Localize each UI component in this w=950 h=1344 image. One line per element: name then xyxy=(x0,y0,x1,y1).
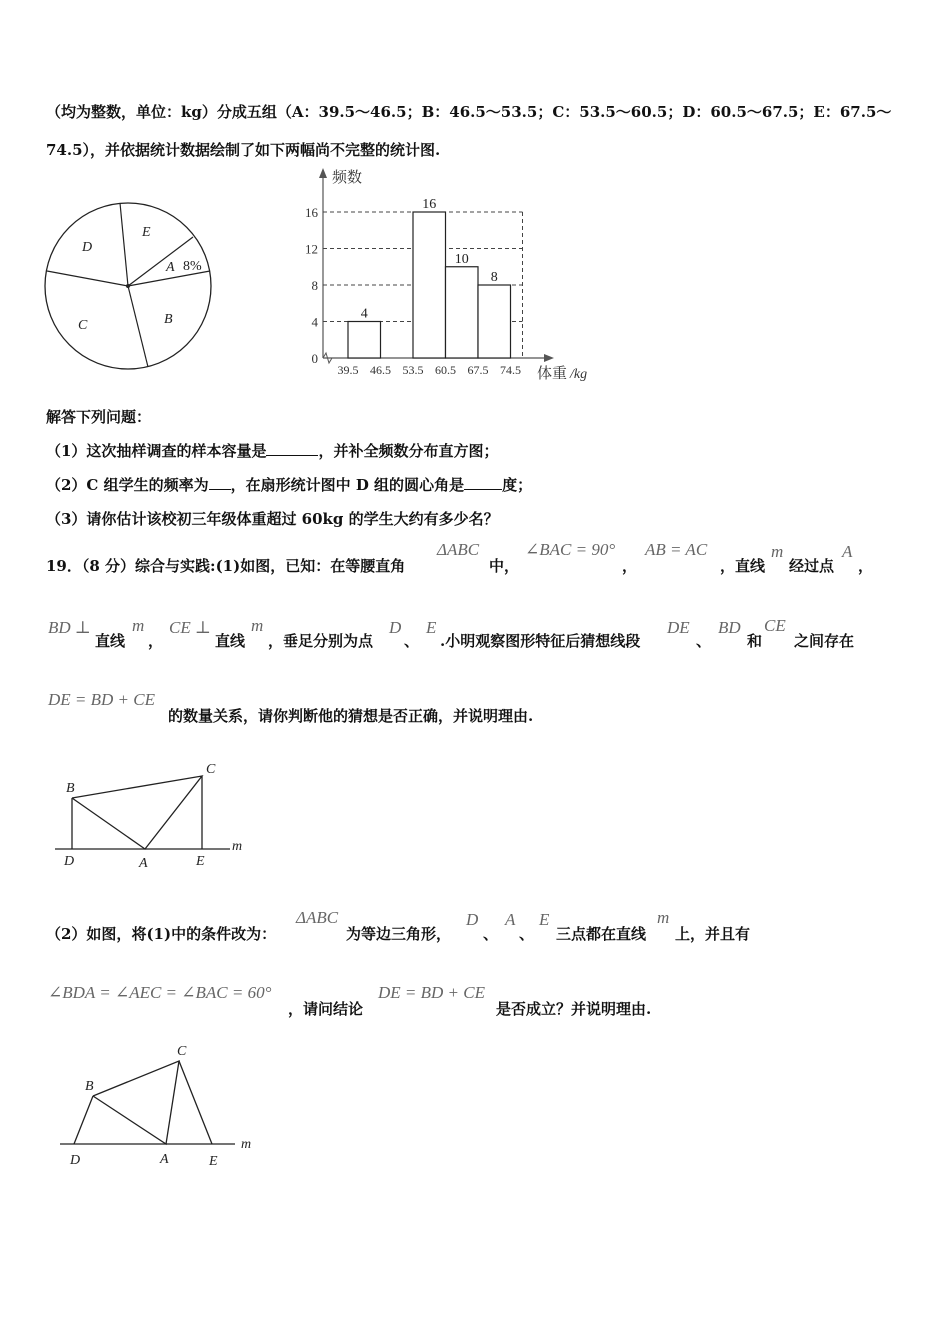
math-d: D xyxy=(389,618,402,637)
x-axis-arrow xyxy=(544,354,554,362)
math-bd: BD xyxy=(718,618,741,637)
point-d-label: D xyxy=(70,1153,81,1168)
text-pass: 经过点 xyxy=(789,557,835,575)
point-b-label: B xyxy=(66,781,75,796)
y-axis-arrow xyxy=(319,168,327,178)
math-ce-perp: CE ⊥ xyxy=(169,618,211,637)
pie-chart xyxy=(40,198,220,373)
part-2-text: 上，并且有 xyxy=(675,925,751,943)
question-1 xyxy=(46,441,498,461)
point-a-label: A xyxy=(160,1152,169,1167)
point-b-label: B xyxy=(85,1079,94,1094)
answer-blank[interactable] xyxy=(209,475,231,490)
text-relation: 的数量关系，请你判断他的猜想是否正确，并说明理由. xyxy=(168,707,534,725)
question-2-text: （2）C 组学生的频率为 xyxy=(46,476,209,494)
y-axis-label: 频数 xyxy=(332,168,363,186)
point-e-label: E xyxy=(209,1154,218,1169)
x-tick-label: 74.5 xyxy=(500,363,521,377)
y-tick-label: 8 xyxy=(311,278,318,293)
x-ticks xyxy=(338,363,522,377)
part-2-text: 为等边三角形， xyxy=(346,925,452,943)
questions-heading: 解答下列问题： xyxy=(46,408,152,426)
bar-value-label: 10 xyxy=(454,251,469,267)
segment-bd xyxy=(74,1096,93,1144)
question-1-text-2: ，并补全频数分布直方图； xyxy=(318,442,499,460)
y-tick-label: 12 xyxy=(305,241,318,257)
math-de-eq-bd-ce: DE = BD + CE xyxy=(378,983,485,1002)
pie-divider xyxy=(47,271,128,286)
pie-label-a: A xyxy=(166,260,175,275)
math-a: A xyxy=(505,910,516,929)
text-between: 之间存在 xyxy=(794,632,855,650)
point-d-label: D xyxy=(64,854,75,869)
point-a-label: A xyxy=(139,856,148,871)
x-axis-unit: /kg xyxy=(570,367,588,382)
math-triangle-abc: ΔABC xyxy=(296,908,339,927)
question-2 xyxy=(46,475,532,495)
histogram-bar xyxy=(413,212,446,358)
histogram-bar xyxy=(446,267,479,358)
text-dun: 、 xyxy=(404,632,420,650)
math-m: m xyxy=(251,616,264,635)
x-axis-label: 体重 xyxy=(537,364,568,382)
text-dun: 、 xyxy=(519,925,535,943)
text-dun: 、 xyxy=(696,632,712,650)
figure-1 xyxy=(50,755,260,875)
intro-line-2: 74.5），并依据统计数据绘制了如下两幅尚不完整的统计图. xyxy=(46,141,441,159)
pie-label-e: E xyxy=(142,225,151,240)
x-tick-label: 46.5 xyxy=(370,363,391,377)
math-angle-bac-90: ∠BAC = 90° xyxy=(525,540,616,559)
text-comma: ， xyxy=(622,557,638,575)
math-m: m xyxy=(657,908,670,927)
y-ticks xyxy=(305,205,319,366)
y-tick-label: 0 xyxy=(311,351,318,366)
math-ab-eq-ac: AB = AC xyxy=(645,540,708,559)
histogram-bar xyxy=(478,285,511,358)
intro-line-1: （均为整数，单位：kg）分成五组（A：39.5～46.5；B：46.5～53.5；C：53.5～60.5；D：60.5～67.5；E：67.5～ xyxy=(46,103,892,121)
problem-19-number xyxy=(46,556,405,576)
pie-label-c: C xyxy=(78,318,88,333)
y-tick-label: 4 xyxy=(311,314,318,330)
pie-label-d: D xyxy=(82,240,93,255)
math-triangle-abc: ΔABC xyxy=(437,540,480,559)
y-tick-label: 16 xyxy=(305,205,318,220)
x-tick-label: 60.5 xyxy=(435,363,456,377)
text-comma: ， xyxy=(858,557,874,575)
text-zhong: 中， xyxy=(489,557,520,575)
text-zhixian: 直线 xyxy=(95,632,126,650)
math-de: DE xyxy=(667,618,690,637)
text-xiaoming: .小明观察图形特征后猜想线段 xyxy=(440,632,641,650)
bar-value-label: 4 xyxy=(360,306,368,322)
answer-blank[interactable] xyxy=(464,475,502,490)
question-2-text-3: 度； xyxy=(502,476,533,494)
line-m-label: m xyxy=(232,839,243,854)
figure-2 xyxy=(55,1038,270,1173)
text-line: ，直线 xyxy=(720,557,766,575)
pie-divider xyxy=(120,203,128,286)
pie-label-b: B xyxy=(164,312,173,327)
math-de-eq-bd-ce: DE = BD + CE xyxy=(48,690,155,709)
question-2-text-2: ，在扇形统计图中 D 组的圆心角是 xyxy=(230,476,465,494)
math-a: A xyxy=(842,542,853,561)
pie-label-a-percent: 8% xyxy=(183,259,202,274)
math-d: D xyxy=(466,910,479,929)
part-2-text: 三点都在直线 xyxy=(556,925,647,943)
point-c-label: C xyxy=(177,1044,187,1059)
math-bd-perp: BD ⊥ xyxy=(48,618,91,637)
question-3: （3）请你估计该校初三年级体重超过 60kg 的学生大约有多少名？ xyxy=(46,510,499,528)
bar-value-label: 8 xyxy=(490,270,498,285)
text-comma: ， xyxy=(148,632,164,650)
text-dun: 、 xyxy=(483,925,499,943)
triangle-abc xyxy=(72,776,202,849)
x-tick-label: 53.5 xyxy=(402,363,424,377)
line-m-label: m xyxy=(241,1137,252,1152)
math-e: E xyxy=(539,910,550,929)
pie-divider xyxy=(128,286,148,367)
x-tick-label: 67.5 xyxy=(467,363,489,377)
point-c-label: C xyxy=(206,762,216,777)
x-tick-label: 39.5 xyxy=(337,363,359,377)
text-foot: ，垂足分别为点 xyxy=(268,632,374,650)
answer-blank[interactable] xyxy=(266,441,318,456)
math-m: m xyxy=(771,542,784,561)
point-e-label: E xyxy=(196,854,205,869)
part-2-text: ，请问结论 xyxy=(288,1000,364,1018)
math-m: m xyxy=(132,616,145,635)
question-1-text: （1）这次抽样调查的样本容量是 xyxy=(46,442,267,460)
math-e: E xyxy=(426,618,437,637)
segment-ce xyxy=(179,1061,212,1144)
part-2-text: （2）如图，将(1)中的条件改为： xyxy=(46,925,277,943)
triangle-abc xyxy=(93,1061,179,1144)
histogram-bar xyxy=(348,322,381,359)
problem-19-intro: 19．（8 分）综合与实践:(1)如图，已知：在等腰直角 xyxy=(46,557,406,575)
part-2-text: 是否成立？并说明理由. xyxy=(496,1000,652,1018)
math-angles: ∠BDA = ∠AEC = ∠BAC = 60° xyxy=(48,983,272,1002)
bar-value-label: 16 xyxy=(422,197,437,212)
pie-center xyxy=(126,284,130,288)
text-zhixian: 直线 xyxy=(215,632,246,650)
bars xyxy=(348,197,511,358)
frequency-histogram xyxy=(290,162,610,387)
text-he: 和 xyxy=(747,632,763,650)
math-ce: CE xyxy=(764,616,786,635)
